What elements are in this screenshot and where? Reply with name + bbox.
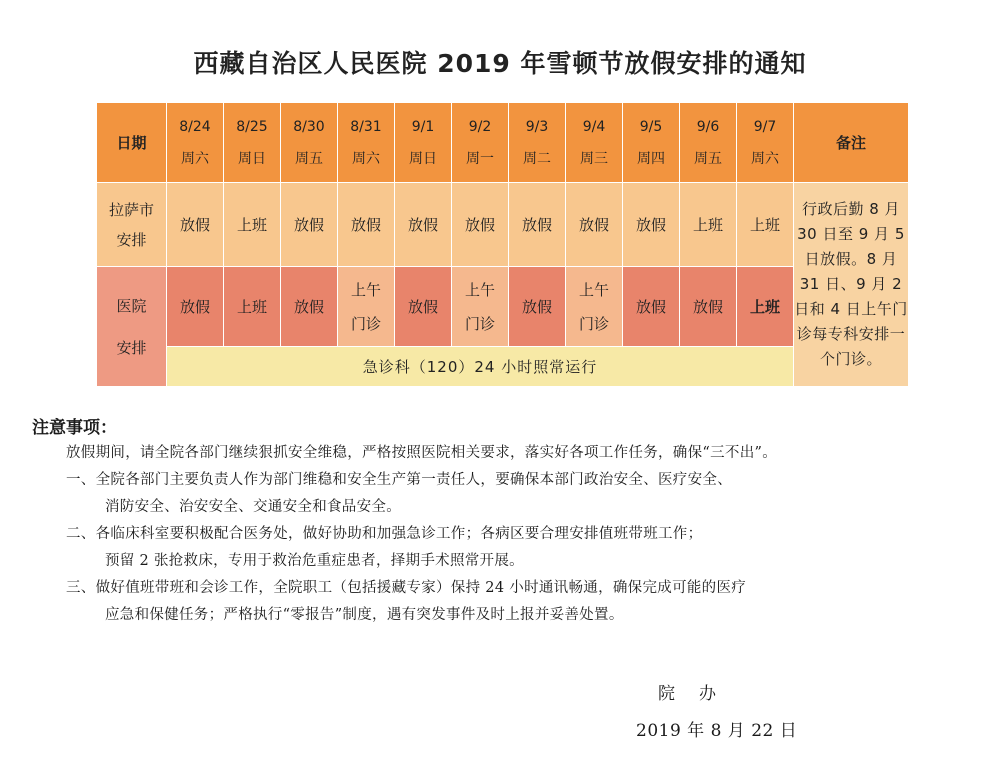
hospital-row [97, 267, 909, 347]
hospital-cell-10: 放假 [680, 267, 737, 347]
emergency-notice: 急诊科（120）24 小时照常运行 [167, 347, 794, 387]
lhasa-cell-4: 放假 [338, 183, 395, 267]
note-line-1a: 一、全院各部门主要负责人作为部门维稳和安全生产第一责任人，要确保本部门政治安全、医疗安全、 [66, 472, 732, 488]
hospital-cell-11: 上班 [737, 267, 794, 347]
lhasa-cell-2: 上班 [224, 183, 281, 267]
lhasa-cell-1: 放假 [167, 183, 224, 267]
notes-heading: 注意事项： [32, 418, 117, 438]
hospital-cell-8: 上午 门诊 [566, 267, 623, 347]
hospital-row-label: 医院 安排 [97, 267, 167, 387]
remark-cell: 行政后勤 8 月 30 日至 9 月 5 日放假。8 月 31 日、9 月 2 日和 4 日上午门诊每专科安排一个门诊。 [794, 183, 909, 387]
lhasa-row-label: 拉萨市 安排 [97, 183, 167, 267]
remark-header-label: 备注 [794, 103, 909, 183]
hospital-cell-7: 放假 [509, 267, 566, 347]
date-col-6: 9/2 周一 [452, 103, 509, 183]
holiday-schedule-table [96, 102, 909, 387]
date-col-1: 8/24 周六 [167, 103, 224, 183]
date-col-8: 9/4 周三 [566, 103, 623, 183]
hospital-cell-3: 放假 [281, 267, 338, 347]
date-col-10: 9/6 周五 [680, 103, 737, 183]
note-line-1b: 消防安全、治安安全、交通安全和食品安全。 [105, 499, 401, 515]
date-col-5: 9/1 周日 [395, 103, 452, 183]
note-line-2a: 二、各临床科室要积极配合医务处，做好协助和加强急诊工作；各病区要合理安排值班带班工作； [66, 526, 703, 542]
hospital-cell-4: 上午 门诊 [338, 267, 395, 347]
lhasa-cell-8: 放假 [566, 183, 623, 267]
lhasa-cell-6: 放假 [452, 183, 509, 267]
notice-title: 西藏自治区人民医院 2019 年雪顿节放假安排的通知 [193, 49, 807, 78]
lhasa-cell-9: 放假 [623, 183, 680, 267]
date-header-label: 日期 [97, 103, 167, 183]
signature-department: 院办 [658, 684, 740, 704]
date-col-3: 8/30 周五 [281, 103, 338, 183]
hospital-cell-6: 上午 门诊 [452, 267, 509, 347]
date-col-4: 8/31 周六 [338, 103, 395, 183]
header-row [97, 103, 909, 183]
lhasa-cell-3: 放假 [281, 183, 338, 267]
hospital-cell-5: 放假 [395, 267, 452, 347]
hospital-cell-1: 放假 [167, 267, 224, 347]
note-line-2b: 预留 2 张抢救床，专用于救治危重症患者，择期手术照常开展。 [105, 553, 524, 569]
lhasa-cell-11: 上班 [737, 183, 794, 267]
note-line-3b: 应急和保健任务；严格执行“零报告”制度，遇有突发事件及时上报并妥善处置。 [105, 607, 624, 623]
hospital-cell-2: 上班 [224, 267, 281, 347]
lhasa-row [97, 183, 909, 267]
note-line-3a: 三、做好值班带班和会诊工作，全院职工（包括援藏专家）保持 24 小时通讯畅通，确保完成可能的医疗 [66, 580, 747, 596]
date-col-11: 9/7 周六 [737, 103, 794, 183]
lhasa-cell-10: 上班 [680, 183, 737, 267]
date-col-7: 9/3 周二 [509, 103, 566, 183]
emergency-row [97, 347, 909, 387]
signature-date: 2019 年 8 月 22 日 [636, 721, 798, 741]
date-col-2: 8/25 周日 [224, 103, 281, 183]
hospital-cell-9: 放假 [623, 267, 680, 347]
lhasa-cell-5: 放假 [395, 183, 452, 267]
note-line-intro: 放假期间，请全院各部门继续狠抓安全维稳，严格按照医院相关要求，落实好各项工作任务，确保“三不出”。 [66, 445, 778, 461]
date-col-9: 9/5 周四 [623, 103, 680, 183]
lhasa-cell-7: 放假 [509, 183, 566, 267]
